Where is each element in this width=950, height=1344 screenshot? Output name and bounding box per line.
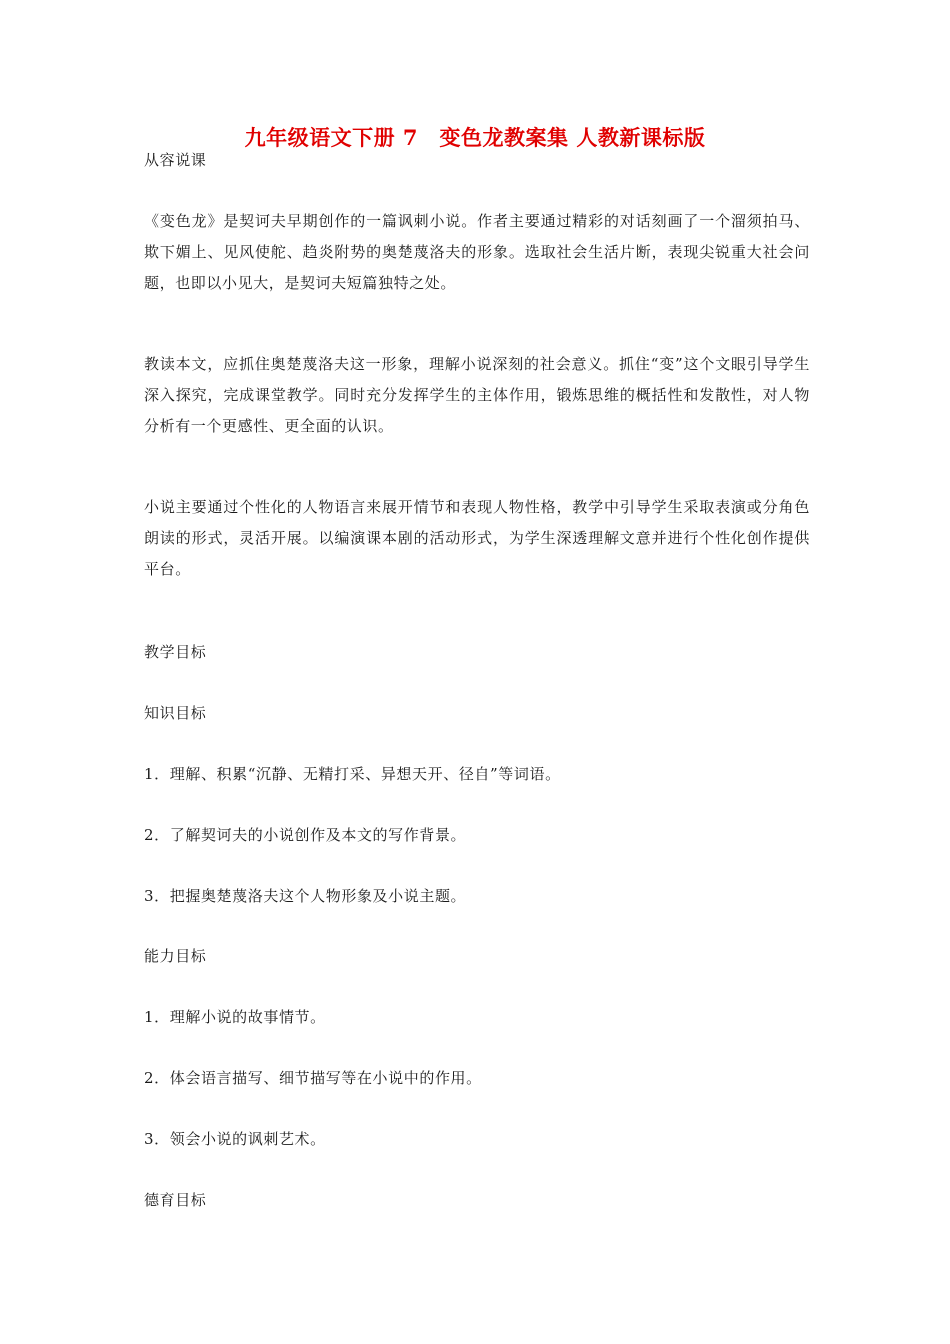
section-heading-lesson-talk: 从容说课	[144, 151, 207, 169]
ability-item: 2．体会语言描写、细节描写等在小说中的作用。	[144, 1069, 482, 1087]
subheading-ability-goals: 能力目标	[144, 947, 207, 965]
knowledge-item: 1．理解、积累“沉静、无精打采、异想天开、径自”等词语。	[144, 765, 561, 783]
section-heading-goals: 教学目标	[144, 643, 207, 661]
knowledge-item: 3．把握奥楚蔑洛夫这个人物形象及小说主题。	[144, 887, 467, 905]
paragraph-activity: 小说主要通过个性化的人物语言来展开情节和表现人物性格，教学中引导学生采取表演或分角色朗读的形式，灵活开展。以编演课本剧的活动形式，为学生深透理解文意并进行个性化创作提供平台。	[144, 498, 810, 578]
ability-item: 3．领会小说的讽刺艺术。	[144, 1130, 326, 1148]
knowledge-item: 2．了解契诃夫的小说创作及本文的写作背景。	[144, 826, 467, 844]
subheading-knowledge-goals: 知识目标	[144, 704, 207, 722]
paragraph-teaching-approach: 教读本文，应抓住奥楚蔑洛夫这一形象，理解小说深刻的社会意义。抓住“变”这个文眼引导学生深入探究，完成课堂教学。同时充分发挥学生的主体作用，锻炼思维的概括性和发散性，对人物分析有一个更感性、更全面的认识。	[144, 355, 810, 435]
ability-item: 1．理解小说的故事情节。	[144, 1008, 326, 1026]
subheading-moral-goals: 德育目标	[144, 1191, 207, 1209]
paragraph-intro: 《变色龙》是契诃夫早期创作的一篇讽刺小说。作者主要通过精彩的对话刻画了一个溜须拍马、欺下媚上、见风使舵、趋炎附势的奥楚蔑洛夫的形象。选取社会生活片断，表现尖锐重大社会问题，也即以小见大，是契诃夫短篇独特之处。	[144, 212, 810, 292]
document-title: 九年级语文下册 7 变色龙教案集 人教新课标版	[244, 125, 706, 150]
